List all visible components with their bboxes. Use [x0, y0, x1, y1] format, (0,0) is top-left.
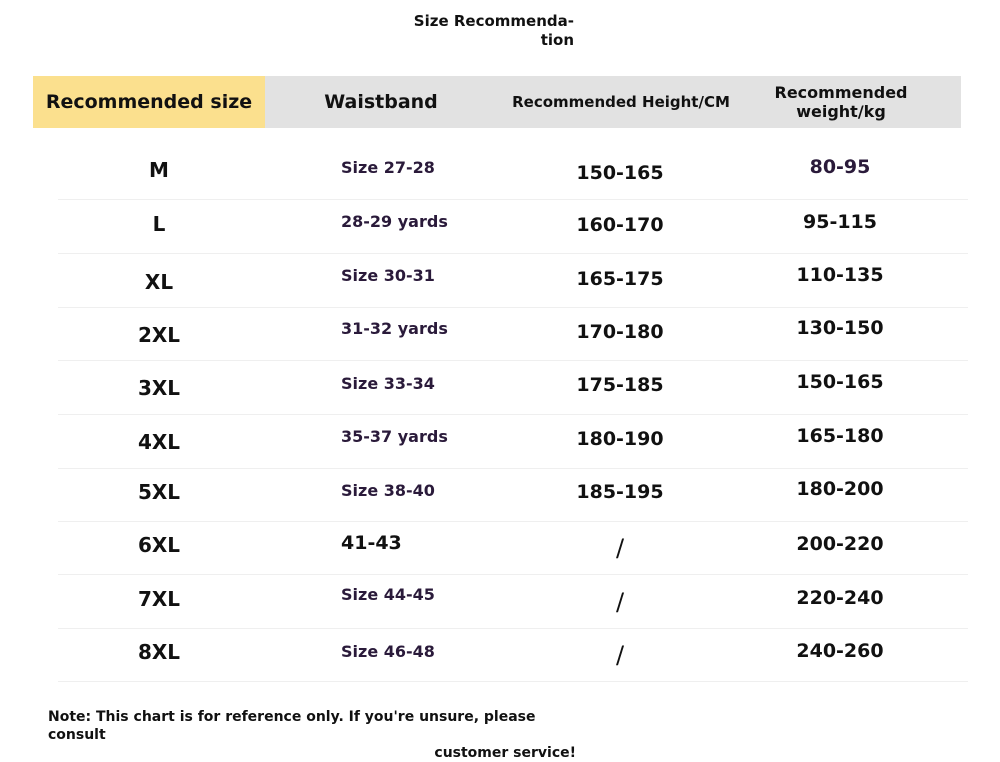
waistband-cell: Size 38-40 — [341, 481, 435, 500]
page-title — [400, 12, 574, 50]
waistband-cell: 41-43 — [341, 532, 402, 554]
weight-cell: 150-165 — [796, 371, 884, 393]
page-title-line-2: tion — [540, 31, 574, 49]
header-recommended-height: Recommended Height/CM — [512, 92, 730, 111]
waistband-cell: 35-37 yards — [341, 427, 448, 446]
page-title-line-1: Size Recommenda- — [413, 12, 574, 30]
waistband-cell: Size 44-45 — [341, 585, 435, 604]
weight-cell: 95-115 — [803, 211, 877, 233]
table-row — [58, 361, 968, 415]
size-cell: 7XL — [137, 587, 181, 611]
height-cell: / — [615, 641, 625, 669]
table-row — [58, 307, 968, 361]
table-row — [58, 200, 968, 254]
table-row — [58, 146, 968, 200]
table-row — [58, 468, 968, 522]
weight-cell: 80-95 — [809, 156, 871, 178]
reference-note-line-2: customer service! — [434, 745, 576, 761]
weight-cell: 240-260 — [796, 640, 884, 662]
size-cell: M — [149, 158, 169, 182]
header-weight-line-2: weight/kg — [796, 102, 886, 121]
table-row — [58, 521, 968, 575]
reference-note — [48, 708, 576, 762]
size-cell: 5XL — [137, 480, 181, 504]
weight-cell: 220-240 — [796, 587, 884, 609]
height-cell: 170-180 — [576, 321, 664, 343]
reference-note-line-1: Note: This chart is for reference only. If you're unsure, please consult — [48, 709, 536, 743]
size-cell: 6XL — [137, 533, 181, 557]
height-cell: / — [615, 588, 625, 616]
header-recommended-weight — [755, 76, 927, 128]
weight-cell: 165-180 — [796, 425, 884, 447]
size-cell: XL — [144, 270, 174, 294]
table-row — [58, 415, 968, 469]
weight-cell: 110-135 — [796, 264, 884, 286]
weight-cell: 180-200 — [796, 478, 884, 500]
waistband-cell: 28-29 yards — [341, 212, 448, 231]
height-cell: 165-175 — [576, 268, 664, 290]
size-cell: 8XL — [137, 640, 181, 664]
height-cell: 175-185 — [576, 374, 664, 396]
table-header — [33, 76, 961, 128]
waistband-cell: Size 27-28 — [341, 158, 435, 177]
table-row — [58, 254, 968, 308]
height-cell: 160-170 — [576, 214, 664, 236]
size-cell: 2XL — [137, 323, 181, 347]
table-row — [58, 628, 968, 682]
weight-cell: 130-150 — [796, 317, 884, 339]
waistband-cell: 31-32 yards — [341, 319, 448, 338]
header-recommended-size: Recommended size — [33, 76, 265, 128]
size-cell: 4XL — [137, 430, 181, 454]
size-cell: 3XL — [137, 376, 181, 400]
waistband-cell: Size 46-48 — [341, 642, 435, 661]
height-cell: 180-190 — [576, 428, 664, 450]
header-weight-line-1: Recommended — [774, 83, 908, 102]
weight-cell: 200-220 — [796, 533, 884, 555]
waistband-cell: Size 30-31 — [341, 266, 435, 285]
size-cell: L — [152, 212, 166, 236]
waistband-cell: Size 33-34 — [341, 374, 435, 393]
height-cell: 150-165 — [576, 162, 664, 184]
table-row — [58, 575, 968, 629]
height-cell: / — [615, 534, 625, 562]
header-waistband: Waistband — [324, 90, 438, 113]
height-cell: 185-195 — [576, 481, 664, 503]
